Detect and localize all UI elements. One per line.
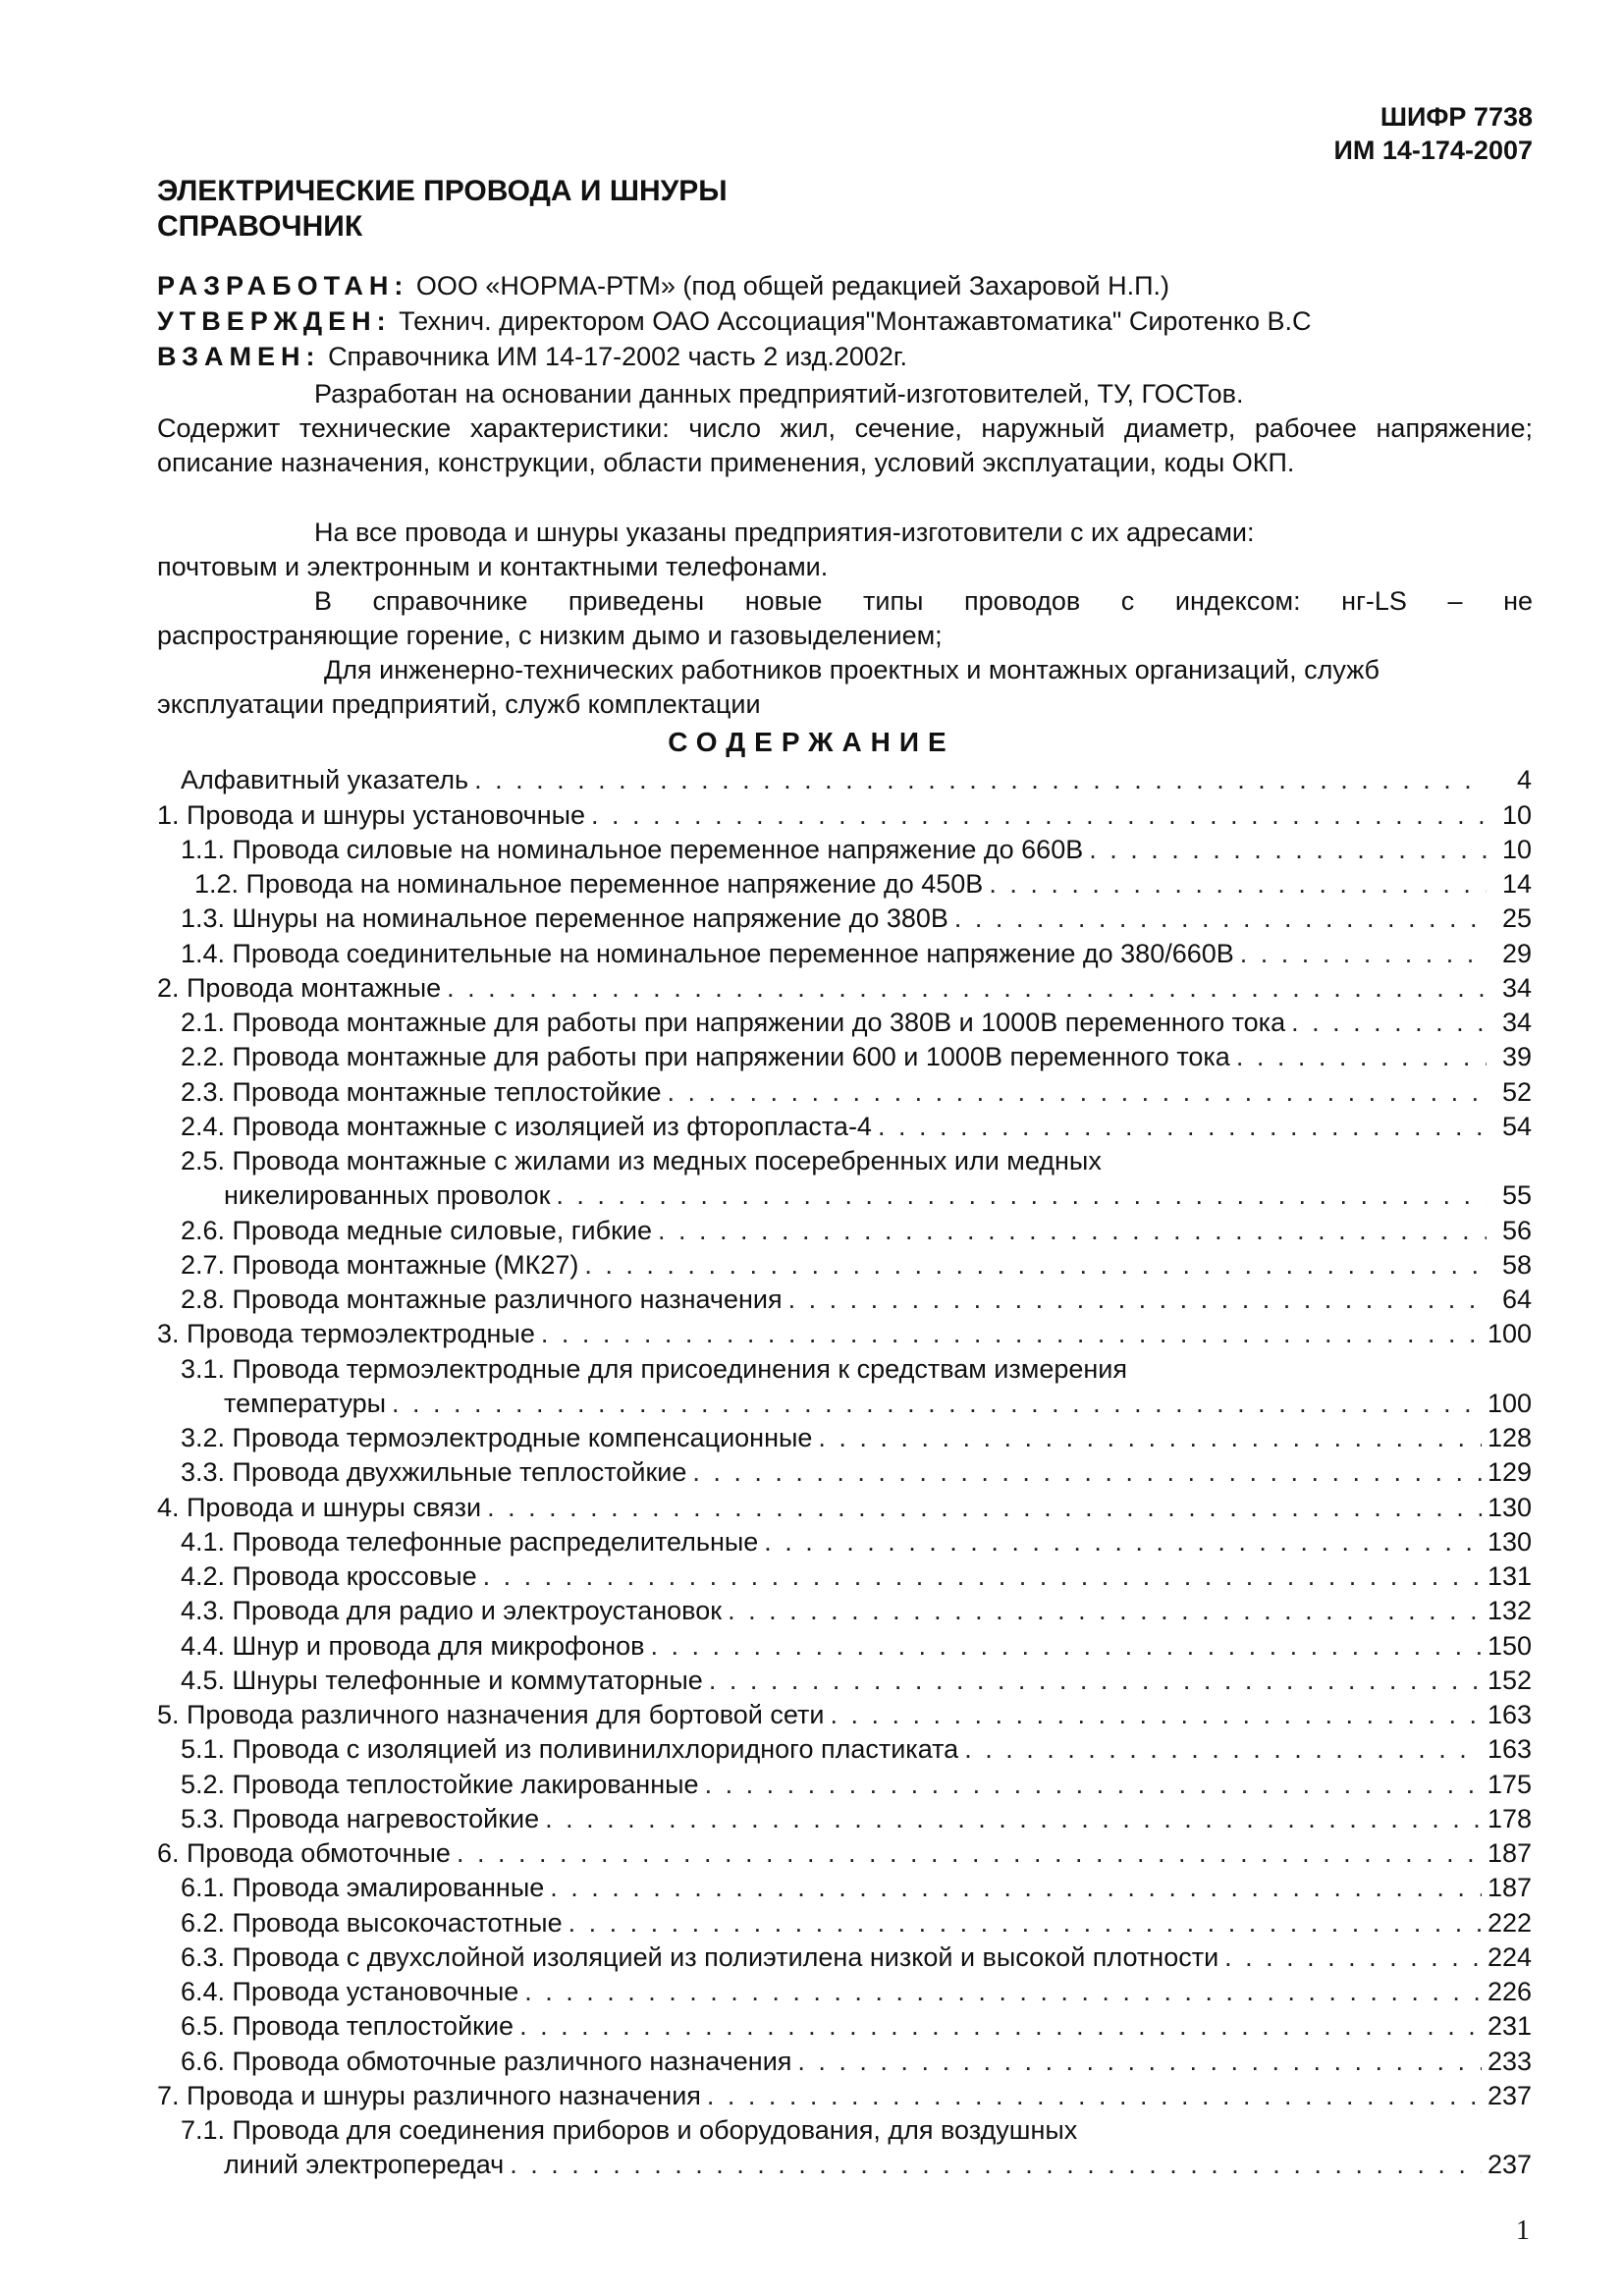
toc-entry bbox=[157, 1628, 1532, 1663]
table-of-contents bbox=[157, 763, 1532, 2182]
toc-leader-dots bbox=[878, 1110, 1487, 1144]
toc-entry bbox=[157, 1144, 1532, 1178]
toc-entry-title: 4.2. Провода кроссовые bbox=[181, 1561, 477, 1591]
toc-leader-dots bbox=[568, 1906, 1482, 1941]
toc-entry-title: 2.4. Провода монтажные с изоляцией из фторопласта-4 bbox=[181, 1111, 872, 1141]
developed-value: ООО «НОРМА-РТМ» (под общей редакцией Захаровой Н.П.) bbox=[415, 271, 1169, 301]
toc-entry-title: 5.2. Провода теплостойкие лакированные bbox=[181, 1769, 699, 1799]
toc-entry-title: 4.5. Шнуры телефонные и коммутаторные bbox=[181, 1665, 703, 1695]
document-number: ИМ 14-174-2007 bbox=[1333, 136, 1533, 165]
toc-entry-title: Алфавитный указатель bbox=[181, 765, 469, 795]
toc-entry-title: 4.4. Шнур и провода для микрофонов bbox=[181, 1630, 645, 1661]
toc-leader-dots bbox=[474, 763, 1487, 797]
toc-entry bbox=[157, 1594, 1532, 1628]
toc-entry-title: 1.2. Провода на номинальное переменное напряжение до 450В bbox=[194, 869, 984, 899]
toc-entry-page: 150 bbox=[1487, 1630, 1532, 1661]
toc-entry bbox=[157, 1283, 1532, 1317]
toc-entry-title: линий электропередач bbox=[224, 2150, 505, 2180]
toc-entry-page: 100 bbox=[1487, 1319, 1532, 1349]
toc-entry-page: 14 bbox=[1501, 869, 1532, 899]
toc-leader-dots bbox=[728, 1594, 1482, 1628]
toc-entry-page: 54 bbox=[1501, 1111, 1532, 1141]
toc-entry-page: 39 bbox=[1501, 1042, 1532, 1072]
toc-entry bbox=[157, 1040, 1532, 1074]
toc-entry-page: 222 bbox=[1487, 1907, 1532, 1938]
toc-entry bbox=[157, 2148, 1532, 2182]
intro-paragraph-2-second: почтовым и электронным и контактными телефонами. bbox=[157, 552, 829, 581]
toc-leader-dots bbox=[954, 902, 1487, 936]
toc-leader-dots bbox=[483, 1559, 1482, 1594]
toc-entry bbox=[157, 1248, 1532, 1283]
toc-entry-page: 34 bbox=[1501, 1008, 1532, 1037]
toc-entry-title: 5.1. Провода с изоляцией из поливинилхлоридного пластиката bbox=[181, 1734, 959, 1765]
toc-leader-dots bbox=[392, 1387, 1482, 1421]
toc-entry bbox=[157, 1525, 1532, 1559]
intro-paragraph-3 bbox=[157, 584, 1533, 653]
toc-entry-page: 130 bbox=[1487, 1526, 1532, 1557]
toc-entry bbox=[157, 2044, 1532, 2078]
toc-entry-page: 175 bbox=[1487, 1769, 1532, 1799]
toc-entry-page: 52 bbox=[1501, 1076, 1532, 1107]
toc-entry-page: 224 bbox=[1487, 1941, 1532, 1972]
toc-entry-page: 10 bbox=[1501, 799, 1532, 830]
toc-entry-page: 130 bbox=[1487, 1492, 1532, 1522]
document-code: ШИФР 7738 bbox=[1380, 102, 1533, 132]
toc-entry bbox=[157, 2113, 1532, 2148]
toc-entry-page: 152 bbox=[1487, 1665, 1532, 1695]
toc-entry bbox=[157, 1317, 1532, 1351]
toc-entry-title: 2.5. Провода монтажные с жилами из медных посеребренных или медных bbox=[181, 1146, 1102, 1175]
replaces-value: Справочника ИМ 14-17-2002 часть 2 изд.2002г. bbox=[328, 342, 907, 371]
toc-entry-page: 55 bbox=[1501, 1180, 1532, 1211]
approved-value: Технич. директором ОАО Ассоциация"Монтажавтоматика" Сиротенко В.С bbox=[399, 306, 1312, 336]
toc-entry-title: 2.8. Провода монтажные различного назначения bbox=[181, 1285, 783, 1314]
toc-leader-dots bbox=[1240, 937, 1487, 971]
toc-leader-dots bbox=[447, 971, 1487, 1006]
toc-entry-title: 6.5. Провода теплостойкие bbox=[181, 2011, 514, 2042]
toc-entry-title: 5.3. Провода нагревостойкие bbox=[181, 1803, 540, 1833]
toc-leader-dots bbox=[692, 1455, 1482, 1490]
toc-entry bbox=[157, 1490, 1532, 1524]
toc-entry-page: 233 bbox=[1487, 2046, 1532, 2076]
toc-leader-dots bbox=[964, 1732, 1482, 1767]
toc-leader-dots bbox=[1236, 1040, 1487, 1074]
toc-entry bbox=[157, 1351, 1532, 1386]
toc-leader-dots bbox=[788, 1283, 1487, 1317]
toc-entry bbox=[157, 1387, 1532, 1421]
toc-entry-title: 3.1. Провода термоэлектродные для присоединения к средствам измерения bbox=[181, 1353, 1127, 1384]
toc-entry-page: 187 bbox=[1487, 1873, 1532, 1903]
toc-entry-page: 25 bbox=[1501, 903, 1532, 934]
toc-entry bbox=[157, 1767, 1532, 1801]
toc-entry-title: 4. Провода и шнуры связи bbox=[157, 1492, 482, 1522]
toc-entry-page: 131 bbox=[1487, 1561, 1532, 1591]
document-subtitle: СПРАВОЧНИК bbox=[157, 210, 363, 243]
toc-entry bbox=[157, 936, 1532, 970]
toc-entry-title: 6.6. Провода обмоточные различного назначения bbox=[181, 2046, 792, 2076]
document-title: ЭЛЕКТРИЧЕСКИЕ ПРОВОДА И ШНУРЫ bbox=[157, 175, 728, 207]
intro-paragraph-2-first: На все провода и шнуры указаны предприятия-изготовители с их адресами: bbox=[314, 518, 1255, 547]
toc-entry-title: 1.3. Шнуры на номинальное переменное напряжение до 380В bbox=[181, 903, 948, 934]
toc-entry bbox=[157, 833, 1532, 867]
replaces-line bbox=[157, 342, 907, 372]
toc-leader-dots bbox=[550, 1871, 1482, 1905]
replaces-label: ВЗАМЕН: bbox=[157, 342, 321, 371]
toc-entry-title: 2.6. Провода медные силовые, гибкие bbox=[181, 1215, 653, 1245]
toc-entry-title: 2. Провода монтажные bbox=[157, 972, 442, 1003]
developed-by-line bbox=[157, 271, 1169, 301]
toc-entry bbox=[157, 971, 1532, 1006]
toc-leader-dots bbox=[707, 2079, 1482, 2113]
toc-entry-page: 64 bbox=[1501, 1285, 1532, 1314]
intro-paragraph-2 bbox=[157, 516, 1533, 584]
toc-leader-dots bbox=[797, 2045, 1482, 2079]
toc-entry bbox=[157, 1006, 1532, 1040]
intro-paragraph-3-first: В справочнике приведены новые типы проводов с индексом: нг-LS – не bbox=[314, 586, 1533, 616]
intro-paragraph-4 bbox=[157, 653, 1533, 722]
toc-leader-dots bbox=[591, 798, 1487, 833]
toc-entry bbox=[157, 1836, 1532, 1871]
toc-entry bbox=[157, 1732, 1532, 1767]
toc-entry-page: 226 bbox=[1487, 1977, 1532, 2006]
approved-by-line bbox=[157, 306, 1312, 337]
toc-entry-page: 237 bbox=[1487, 2150, 1532, 2180]
toc-entry bbox=[157, 867, 1532, 902]
approved-label: УТВЕРЖДЕН: bbox=[157, 306, 392, 336]
toc-entry-title: 3.2. Провода термоэлектродные компенсационные bbox=[181, 1423, 813, 1452]
toc-entry-page: 132 bbox=[1487, 1596, 1532, 1626]
toc-leader-dots bbox=[510, 2148, 1482, 2182]
toc-leader-dots bbox=[545, 1802, 1482, 1836]
toc-leader-dots bbox=[651, 1629, 1482, 1664]
toc-entry-page: 231 bbox=[1487, 2011, 1532, 2042]
toc-entry-page: 178 bbox=[1487, 1803, 1532, 1833]
toc-entry-title: никелированных проволок bbox=[224, 1180, 551, 1211]
toc-entry-page: 4 bbox=[1516, 765, 1532, 795]
toc-entry-title: 2.1. Провода монтажные для работы при напряжении до 380В и 1000В переменного тока bbox=[181, 1008, 1286, 1037]
toc-entry bbox=[157, 1213, 1532, 1247]
toc-entry-title: 6.1. Провода эмалированные bbox=[181, 1873, 545, 1903]
toc-entry-title: 3.3. Провода двухжильные теплостойкие bbox=[181, 1457, 687, 1488]
toc-entry-page: 34 bbox=[1501, 972, 1532, 1003]
toc-leader-dots bbox=[764, 1525, 1482, 1559]
toc-entry bbox=[157, 1975, 1532, 2009]
toc-leader-dots bbox=[457, 1836, 1482, 1871]
toc-entry bbox=[157, 2009, 1532, 2044]
toc-entry-page: 128 bbox=[1487, 1423, 1532, 1452]
toc-leader-dots bbox=[519, 2009, 1482, 2044]
toc-entry bbox=[157, 1941, 1532, 1975]
toc-leader-dots bbox=[989, 867, 1487, 902]
toc-leader-dots bbox=[1224, 1941, 1482, 1975]
intro-paragraph-4-first: Для инженерно-технических работников проектных и монтажных организаций, служб bbox=[324, 655, 1380, 684]
toc-entry-page: 163 bbox=[1487, 1700, 1532, 1729]
toc-entry-title: температуры bbox=[224, 1388, 387, 1418]
intro-paragraph-4-second: эксплуатации предприятий, служб комплектации bbox=[157, 689, 761, 719]
toc-entry-title: 6.3. Провода с двухслойной изоляцией из полиэтилена низкой и высокой плотности bbox=[181, 1941, 1219, 1972]
developed-label: РАЗРАБОТАН: bbox=[157, 271, 409, 301]
toc-entry bbox=[157, 1074, 1532, 1109]
intro-paragraph-1-rest: Содержит технические характеристики: число жил, сечение, наружный диаметр, рабочее напряжение; описание назначения, конструкции, области применения, условий эксплуатации, коды ОКП. bbox=[157, 413, 1533, 477]
toc-leader-dots bbox=[668, 1075, 1487, 1110]
toc-entry-title: 2.2. Провода монтажные для работы при напряжении 600 и 1000В переменного тока bbox=[181, 1042, 1230, 1072]
toc-leader-dots bbox=[1291, 1006, 1487, 1040]
toc-heading: СОДЕРЖАНИЕ bbox=[668, 727, 955, 757]
toc-entry bbox=[157, 1698, 1532, 1732]
toc-leader-dots bbox=[658, 1214, 1487, 1248]
toc-leader-dots bbox=[830, 1698, 1481, 1732]
toc-leader-dots bbox=[541, 1317, 1482, 1351]
toc-entry-title: 1.1. Провода силовые на номинальное переменное напряжение до 660В bbox=[181, 834, 1084, 864]
toc-entry bbox=[157, 1421, 1532, 1455]
toc-entry bbox=[157, 902, 1532, 936]
toc-entry-page: 187 bbox=[1487, 1838, 1532, 1868]
toc-entry-page: 163 bbox=[1487, 1734, 1532, 1765]
toc-entry-title: 3. Провода термоэлектродные bbox=[157, 1319, 535, 1349]
toc-entry-title: 2.7. Провода монтажные (МК27) bbox=[181, 1249, 579, 1280]
toc-entry bbox=[157, 1455, 1532, 1490]
toc-leader-dots bbox=[709, 1664, 1482, 1698]
toc-entry-title: 4.3. Провода для радио и электроустановок bbox=[181, 1596, 723, 1626]
toc-leader-dots bbox=[487, 1491, 1482, 1525]
toc-leader-dots bbox=[818, 1421, 1482, 1455]
toc-entry-title: 6.4. Провода установочные bbox=[181, 1977, 519, 2006]
toc-entry bbox=[157, 1802, 1532, 1836]
toc-leader-dots bbox=[705, 1768, 1482, 1802]
toc-entry-page: 129 bbox=[1487, 1457, 1532, 1488]
toc-entry-title: 2.3. Провода монтажные теплостойкие bbox=[181, 1076, 662, 1107]
toc-entry-title: 1. Провода и шнуры установочные bbox=[157, 799, 586, 830]
toc-entry bbox=[157, 1178, 1532, 1213]
page-number: 1 bbox=[1516, 2215, 1530, 2246]
toc-entry bbox=[157, 1905, 1532, 1940]
toc-entry bbox=[157, 797, 1532, 832]
toc-entry-title: 1.4. Провода соединительные на номинальное переменное напряжение до 380/660В bbox=[181, 938, 1234, 968]
toc-leader-dots bbox=[556, 1178, 1487, 1213]
toc-entry bbox=[157, 1871, 1532, 1905]
toc-entry bbox=[157, 1110, 1532, 1144]
intro-paragraph-1-first: Разработан на основании данных предприятий-изготовителей, ТУ, ГОСТов. bbox=[314, 379, 1244, 409]
intro-paragraph-3-second: распространяющие горение, с низким дымо и газовыделением; bbox=[157, 621, 943, 650]
toc-entry-title: 7. Провода и шнуры различного назначения bbox=[157, 2080, 701, 2110]
toc-entry-title: 6.2. Провода высокочастотные bbox=[181, 1907, 563, 1938]
toc-leader-dots bbox=[584, 1248, 1487, 1283]
toc-leader-dots bbox=[1089, 833, 1487, 867]
toc-entry-title: 7.1. Провода для соединения приборов и оборудования, для воздушных bbox=[181, 2115, 1078, 2145]
toc-entry bbox=[157, 763, 1532, 797]
toc-entry-page: 29 bbox=[1501, 938, 1532, 968]
toc-entry bbox=[157, 2079, 1532, 2113]
toc-entry-title: 4.1. Провода телефонные распределительные bbox=[181, 1526, 759, 1557]
toc-entry-page: 56 bbox=[1501, 1215, 1532, 1245]
toc-entry-title: 5. Провода различного назначения для бортовой сети bbox=[157, 1700, 825, 1729]
toc-entry bbox=[157, 1664, 1532, 1698]
toc-entry-title: 6. Провода обмоточные bbox=[157, 1838, 451, 1868]
toc-entry-page: 100 bbox=[1487, 1388, 1532, 1418]
toc-entry bbox=[157, 1559, 1532, 1594]
toc-leader-dots bbox=[524, 1975, 1482, 2009]
toc-entry-page: 58 bbox=[1501, 1249, 1532, 1280]
toc-entry-page: 10 bbox=[1501, 834, 1532, 864]
intro-paragraph-1 bbox=[157, 377, 1533, 480]
toc-entry-page: 237 bbox=[1487, 2080, 1532, 2110]
